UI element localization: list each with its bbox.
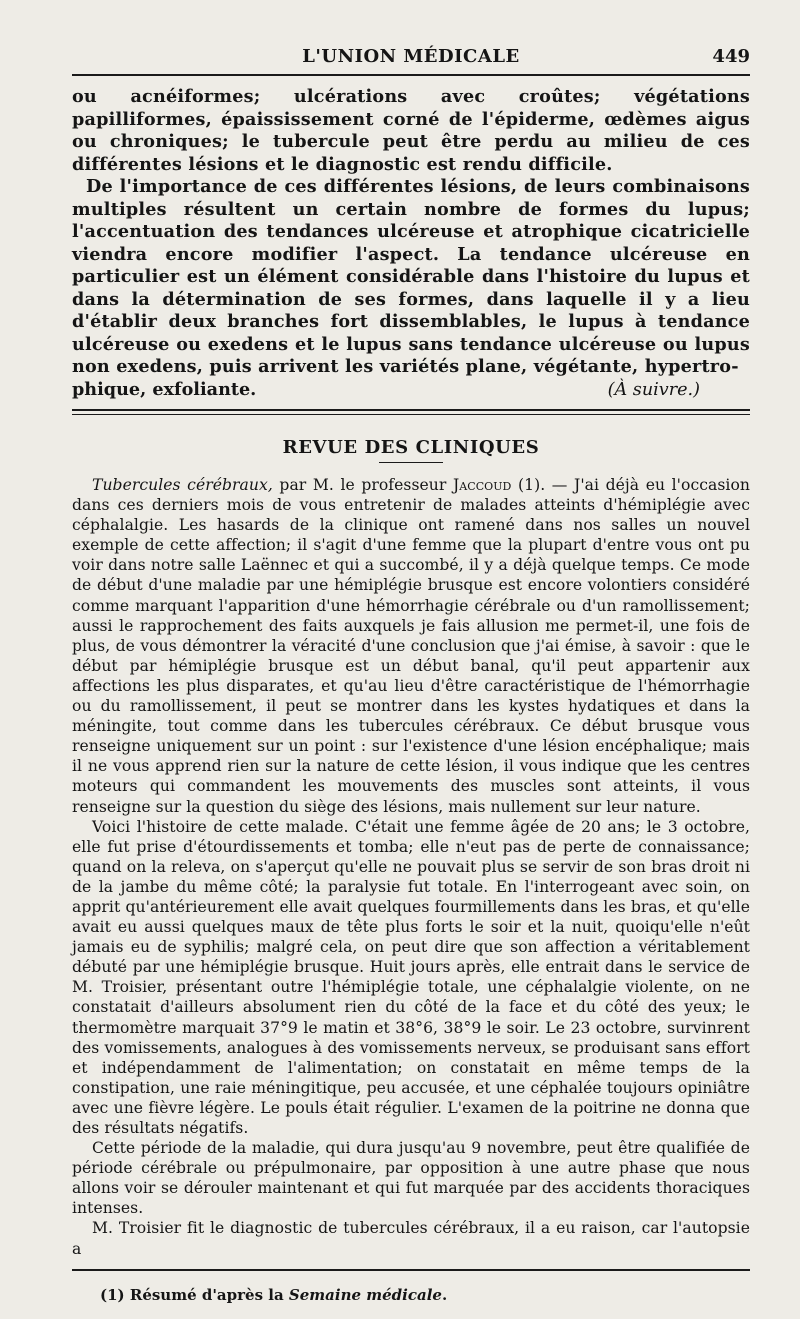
- cerebral-period-paragraph: Cette période de la maladie, qui dura jusqu'au 9 novembre, peut être qualifiée de période cérébrale ou prépulmonaire, par opposition à une autre phase que nous allons voir se dérouler maintenant et qui fut marquée par des accidents thoraciques intenses.: [72, 1139, 750, 1218]
- footnote: [72, 1285, 750, 1305]
- running-title: L'UNION MÉDICALE: [302, 46, 520, 67]
- intro-body: (1). — J'ai déjà eu l'occasion dans ces derniers mois de vous entretenir de malades atteints d'hémiplégie avec céphalalgie. Les hasards de la clinique ont ramené dans nos salles un nouvel exemple de cette affection; il s'agit d'une femme que la plupart d'entre vous ont pu voir dans notre salle Laënnec et qui a succombé, il y a déjà quelque temps. Ce mode de début d'une maladie par une hémiplégie brusque est encore volontiers considéré comme marquant l'apparition d'une hémorrhagie cérébrale ou d'un ramollissement; aussi le rapprochement des faits auxquels je fais allusion me permet-il, une fois de plus, de vous démontrer la véracité d'une conclusion que j'ai émise, à savoir : que le début par hémiplégie brusque est un début banal, qu'il peut appartenir aux affections les plus disparates, et qu'au lieu d'être caractéristique de l'hémorrhagie ou du ramollissement, il peut se montrer dans les kystes hydatiques et dans la méningite, tout comme dans les tubercules cérébraux. Ce début brusque vous renseigne uniquement sur un point : sur l'existence d'une lésion encéphalique; mais il ne vous apprend rien sur la nature de cette lésion, il vous indique que les centres moteurs qui commandent les mouvements des muscles sont atteints, il vous renseigne sur la question du siège des lésions, mais nullement sur leur nature.: [72, 476, 750, 816]
- header-rule: [72, 74, 750, 76]
- case-history-paragraph: Voici l'histoire de cette malade. C'était une femme âgée de 20 ans; le 3 octobre, elle fut prise d'étourdissements et tomba; elle n'eut pas de perte de connaissance; quand on la releva, on s'aperçut qu'elle ne pouvait plus se servir de son bras droit ni de la jambe du même côté; la paralysie fut totale. En l'interrogeant avec soin, on apprit qu'antérieurement elle avait quelques fourmillements dans les bras, et qu'elle avait eu aussi quelques maux de tête plus forts le soir et la nuit, quoiqu'elle n'eût jamais eu de syphilis; malgré cela, on peut dire que son affection a véritablement débuté par une hémiplégie brusque. Huit jours après, elle entrait dans le service de M. Troisier, présentant outre l'hémiplégie totale, une céphalalgie violente, on ne constatait d'ailleurs absolument rien du côté de la face et du côté des yeux; le thermomètre marquait 37°9 le matin et 38°6, 38°9 le soir. Le 23 octobre, survinrent des vomissements, analogues à des vomissements nerveux, se produisant sans effort et indépendamment de l'alimentation; on constatait en même temps de la constipation, une raie méningitique, peu accusée, et une céphalée toujours opiniâtre avec une fièvre légère. Le pouls était régulier. L'examen de la poitrine ne donna que des résultats négatifs.: [72, 817, 750, 1137]
- page-number: 449: [712, 46, 750, 67]
- article-title: Tubercules cérébraux,: [92, 476, 273, 494]
- paragraph-end-line: [72, 379, 750, 402]
- diagnosis-paragraph: M. Troisier fit le diagnostic de tubercules cérébraux, il a eu raison, car l'autopsie a: [72, 1219, 750, 1258]
- section-title: REVUE DES CLINIQUES: [282, 437, 540, 458]
- footnote-prefix: (1) Résumé d'après la: [100, 1285, 289, 1304]
- footnote-suffix: .: [441, 1285, 448, 1304]
- footnote-source: Semaine médicale: [288, 1285, 442, 1304]
- paragraph-end-text: phique, exfoliante.: [72, 378, 257, 400]
- article-author: Jaccoud: [452, 476, 512, 494]
- article-byline: par M. le professeur: [272, 476, 453, 494]
- continued-paragraph: ou acnéiformes; ulcérations avec croûtes; végétations papilliformes, épaississement corné de l'épiderme, œdèmes aigus ou chroniques; le tubercule peut être perdu au milieu de ces différentes lésions et le diagnostic est rendu difficile.: [72, 86, 750, 175]
- section-separator: [72, 409, 750, 415]
- to-be-continued: (À suivre.): [607, 379, 700, 400]
- clinic-intro-paragraph: [72, 475, 750, 817]
- lupus-forms-paragraph: De l'importance de ces différentes lésions, de leurs combinaisons multiples résultent un certain nombre de formes du lupus; l'accentuation des tendances ulcéreuse et atrophique cicatricielle viendra encore modifier l'aspect. La tendance ulcéreuse en particulier est un élément considérable dans l'histoire du lupus et dans la détermination de ses formes, dans laquelle il y a lieu d'établir deux branches fort dissemblables, le lupus à tendance ulcéreuse ou exedens et le lupus sans tendance ulcéreuse ou lupus non exedens, puis arrivent les variétés plane, végétante, hypertro-: [72, 176, 750, 377]
- page-header: [72, 36, 750, 74]
- footnote-rule: [72, 1269, 750, 1271]
- title-underline: [379, 462, 443, 463]
